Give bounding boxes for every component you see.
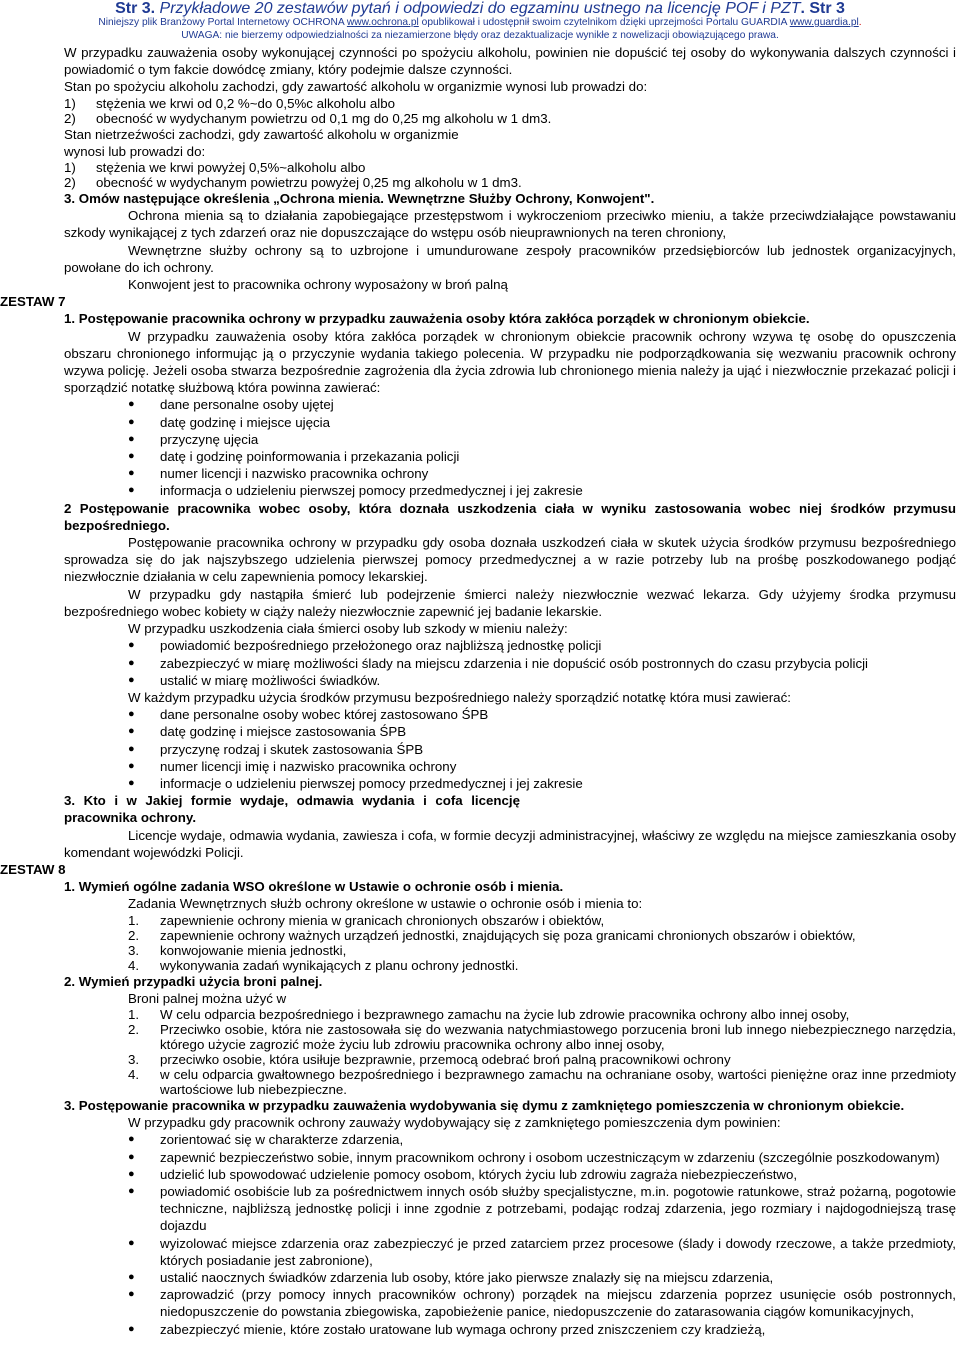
publisher-note: Niniejszy plik Branżowy Portal Internetowy OCHRONA www.ochrona.pl opublikował i udostępnił swoim czytelnikom dzięki uprzejmości Portalu GUARDIA www.guardia.pl. [98, 17, 862, 28]
paragraph: W przypadku gdy nastąpiła śmierć lub podejrzenie śmierci należy niezwłocznie wezwać lekarza. Gdy użyjemy środka przymusu bezpośredniego wobec kobiety w ciąży należy niezwłocznie zapewnić jej badanie lekarskie. [64, 586, 956, 619]
numbered-item: 2. zapewnienie ochrony ważnych urządzeń jednostki, znajdujących się poza granicami chronionych obszarów i obiektów, [128, 927, 856, 943]
list-item: ● dane personalne osoby ujętej [128, 396, 956, 413]
list-item: ● informacja o udzieleniu pierwszej pomocy przedmedycznej i jej zakresie [128, 482, 956, 499]
paragraph: W przypadku gdy pracownik ochrony zauważy wydobywający się z zamkniętego pomieszczenia dym powinien: [128, 1115, 781, 1131]
numbered-item: 1. W celu odparcia bezpośredniego i bezprawnego zamachu na życie lub zdrowie pracownika ochrony albo innej osoby, [128, 1006, 850, 1022]
paragraph: Konwojent jest to pracownika ochrony wyposażony w broń palną [128, 277, 508, 293]
numbered-item: 2) obecność w wydychanym powietrzu powyżej 0,25 mg alkoholu w 1 dm3. [64, 175, 522, 191]
numbered-item: 1) stężenia we krwi powyżej 0,5%~alkoholu albo [64, 160, 366, 176]
list-item: ● udzielić lub spowodować udzielenie pomocy osobom, których życiu lub zdrowiu zagraża niebezpieczeństwo, [128, 1166, 956, 1183]
paragraph: W przypadku zauważenia osoby która zakłóca porządek w chronionym obiekcie pracownik ochrony wzywa tę osobę do opuszczenia obszaru chronionego informując ją o przyczynie wydania takiego polecenia. W przypadku nie podporządkowania się wezwaniu pracownik ochrony wzywa policję. Jeżeli osoba stwarza bezpośrednie zagrożenia dla życia zdrowia lub chronionego mienia należy ja ująć i niezwłocznie przekazać policji i sporządzić notatkę służbową która powinna zawierać: [64, 328, 956, 396]
list-item: ● ustalić naocznych świadków zdarzenia lub osoby, które jako pierwsze znalazły się na miejscu zdarzenia, [128, 1269, 956, 1286]
paragraph: Wewnętrzne służby ochrony są to uzbrojone i umundurowane zespoły pracowników przedsiębiorców lub jednostek organizacyjnych, powołane do ich ochrony. [64, 242, 956, 275]
list-item: ● przyczynę rodzaj i skutek zastosowania ŚPB [128, 741, 956, 758]
list-item: ● numer licencji i nazwisko pracownika ochrony [128, 465, 956, 482]
paragraph: W przypadku zauważenia osoby wykonującej czynności po spożyciu alkoholu, powinien nie dopuścić tej osoby do wykonywania dalszych czynności i powiadomić o tym fakcie dowódcę zmiany, który podejmie dalsze czynności. [64, 45, 956, 78]
document-body [0, 44, 960, 1338]
question-heading: 1. Postępowanie pracownika ochrony w przypadku zauważenia osoby która zakłóca porządek w chronionym obiekcie. [64, 311, 810, 327]
question-heading: 2 Postępowanie pracownika wobec osoby, która doznała uszkodzenia ciała w wyniku zastosowania wobec niej środków przymusu bezpośredniego. [64, 500, 956, 533]
numbered-item: 1) stężenia we krwi od 0,2 %~do 0,5%c alkoholu albo [64, 95, 395, 111]
list-item: ● datę i godzinę poinformowania i przekazania policji [128, 448, 956, 465]
list-item: ● zabezpieczyć w miarę możliwości ślady na miejscu zdarzenia i nie dopuścić osób postronnych do czasu przybycia policji [128, 655, 956, 672]
bullet-list [0, 706, 960, 792]
list-item: ● numer licencji imię i nazwisko pracownika ochrony [128, 758, 956, 775]
page-header-title: Str 3. Przykładowe 20 zestawów pytań i odpowiedzi do egzaminu ustnego na licencję POF i PZT. Str 3 [115, 0, 845, 17]
question-heading: 1. Wymień ogólne zadania WSO określone w Ustawie o ochronie osób i mienia. [64, 879, 564, 895]
list-item: ● zapewnić bezpieczeństwo sobie, innym pracownikom ochrony i osobom uczestniczącym w zdarzeniu (szczególnie poszkodowanym) [128, 1149, 956, 1166]
list-item: ● zorientować się w charakterze zdarzenia, [128, 1131, 956, 1148]
set-heading: ZESTAW 7 [0, 294, 66, 310]
question-heading: 3. Omów następujące określenia „Ochrona mienia. Wewnętrzne Służby Ochrony, Konwojent". [64, 191, 655, 207]
list-item: ● zabezpieczyć mienie, które zostało uratowane lub wymaga ochrony przed zniszczeniem czy kradzieżą, [128, 1321, 956, 1338]
guardia-link[interactable]: www.guardia.pl [789, 17, 859, 28]
paragraph: Stan po spożyciu alkoholu zachodzi, gdy zawartość alkoholu w organizmie wynosi lub prowadzi do: [64, 79, 648, 95]
question-heading: 2. Wymień przypadki użycia broni palnej. [64, 973, 323, 989]
paragraph: wynosi lub prowadzi do: [64, 143, 206, 159]
paragraph: Licencje wydaje, odmawia wydania, zawiesza i cofa, w formie decyzji administracyjnej, właściwy ze względu na miejsce zamieszkania osoby komendant wojewódzki Policji. [64, 827, 956, 860]
list-item: ● powiadomić bezpośredniego przełożonego oraz najbliższą jednostkę policji [128, 637, 956, 654]
numbered-item: 2) obecność w wydychanym powietrzu od 0,1 mg do 0,25 mg alkoholu w 1 dm3. [64, 110, 552, 126]
list-item: ● datę godzinę i miejsce zastosowania ŚPB [128, 723, 956, 740]
paragraph: Postępowanie pracownika ochrony w przypadku gdy osoba doznała uszkodzeń ciała w skutek użycia środków przymusu bezpośredniego sprowadza się do jak najszybszego udzielenia pierwszej pomocy przedmedycznej a w razie potrzeby lub na prośbę poszkodowanego podjąć niezwłocznie działania w celu zapewnienia pomocy lekarskiej. [64, 535, 956, 585]
disclaimer-note: UWAGA: nie bierzemy odpowiedzialności za niezamierzone błędy oraz dezaktualizacje wynikłe z nowelizacji obowiązującego prawa. [181, 30, 779, 41]
list-item: ● przyczynę ujęcia [128, 431, 956, 448]
list-item: ● powiadomić osobiście lub za pośrednictwem innych osób służby specjalistyczne, m.in. pogotowie ratunkowe, straż pożarną, pogotowie techniczne, najbliższą jednostkę policji i inne zgodnie z potrzebami, podając rodzaj zdarzenia, jego rozmiary i najdogodniejszą trasę dojazdu [128, 1183, 956, 1235]
question-heading: 3. Kto i w Jakiej formie wydaje, odmawia wydania i cofa licencję pracownika ochrony. [64, 793, 520, 826]
bullet-list [0, 637, 960, 689]
paragraph: W każdym przypadku użycia środków przymusu bezpośredniego należy sporządzić notatkę która musi zawierać: [128, 689, 791, 705]
set-heading: ZESTAW 8 [0, 861, 66, 877]
numbered-item: 2. Przeciwko osobie, która nie zastosowała się do wezwania natychmiastowego porzucenia broni lub innego niebezpiecznego narzędzia, którego użycie zagrozić może życiu lub zdrowiu pracownika ochrony albo innej osoby, [128, 1021, 956, 1052]
bullet-list [0, 396, 960, 499]
numbered-item: 1. zapewnienie ochrony mienia w granicach chronionych obszarów i obiektów, [128, 912, 605, 928]
paragraph: Zadania Wewnętrznych służb ochrony określone w ustawie o ochronie osób i mienia to: [128, 896, 643, 912]
question-heading: 3. Postępowanie pracownika w przypadku zauważenia wydobywania się dymu z zamkniętego pomieszczenia w chronionym obiekcie. [64, 1097, 905, 1113]
bullet-list [0, 1131, 960, 1337]
list-item: ● wyizolować miejsce zdarzenia oraz zabezpieczyć je przed zatarciem przez procesowe (ślady i dowody rzeczowe, a także przedmioty, których posiadanie jest zabronione), [128, 1235, 956, 1269]
numbered-item: 3. przeciwko osobie, która usiłuje bezprawnie, przemocą odebrać broń palną pracownikowi ochrony [128, 1051, 731, 1067]
numbered-item: 4. wykonywania zadań wynikających z planu ochrony jednostki. [128, 957, 519, 973]
ochrona-link[interactable]: www.ochrona.pl [346, 17, 419, 28]
list-item: ● informacje o udzieleniu pierwszej pomocy przedmedycznej i jej zakresie [128, 775, 956, 792]
list-item: ● dane personalne osoby wobec której zastosowano ŚPB [128, 706, 956, 723]
list-item: ● datę godzinę i miejsce ujęcia [128, 414, 956, 431]
numbered-item: 3. konwojowanie mienia jednostki, [128, 942, 347, 958]
paragraph: Stan nietrzeźwości zachodzi, gdy zawartość alkoholu w organizmie [64, 126, 459, 142]
paragraph: Broni palnej można użyć w [128, 990, 287, 1006]
list-item: ● zaprowadzić (przy pomocy innych pracowników ochrony) porządek na miejscu zdarzenia poprzez usunięcie osób postronnych, niedopuszczenie do powstania zbiegowiska, zapobieżenie panice, niedopuszczenie do zatarasowania ciągów komunikacyjnych, [128, 1286, 956, 1320]
numbered-item: 4. w celu odparcia gwałtownego bezpośredniego i bezprawnego zamachu na ochraniane osoby, wartości pieniężne oraz inne przedmioty wartościowe lub niebezpieczne. [128, 1066, 956, 1097]
paragraph: W przypadku uszkodzenia ciała śmierci osoby lub szkody w mieniu należy: [128, 621, 568, 637]
paragraph: Ochrona mienia są to działania zapobiegające przestępstwom i wykroczeniom przeciwko mieniu, a także przeciwdziałające powstawaniu szkody wynikającej z tych zdarzeń oraz nie dopuszczające do wstępu osób nieuprawnionych na teren chroniony, [64, 208, 956, 241]
list-item: ● ustalić w miarę możliwości świadków. [128, 672, 956, 689]
